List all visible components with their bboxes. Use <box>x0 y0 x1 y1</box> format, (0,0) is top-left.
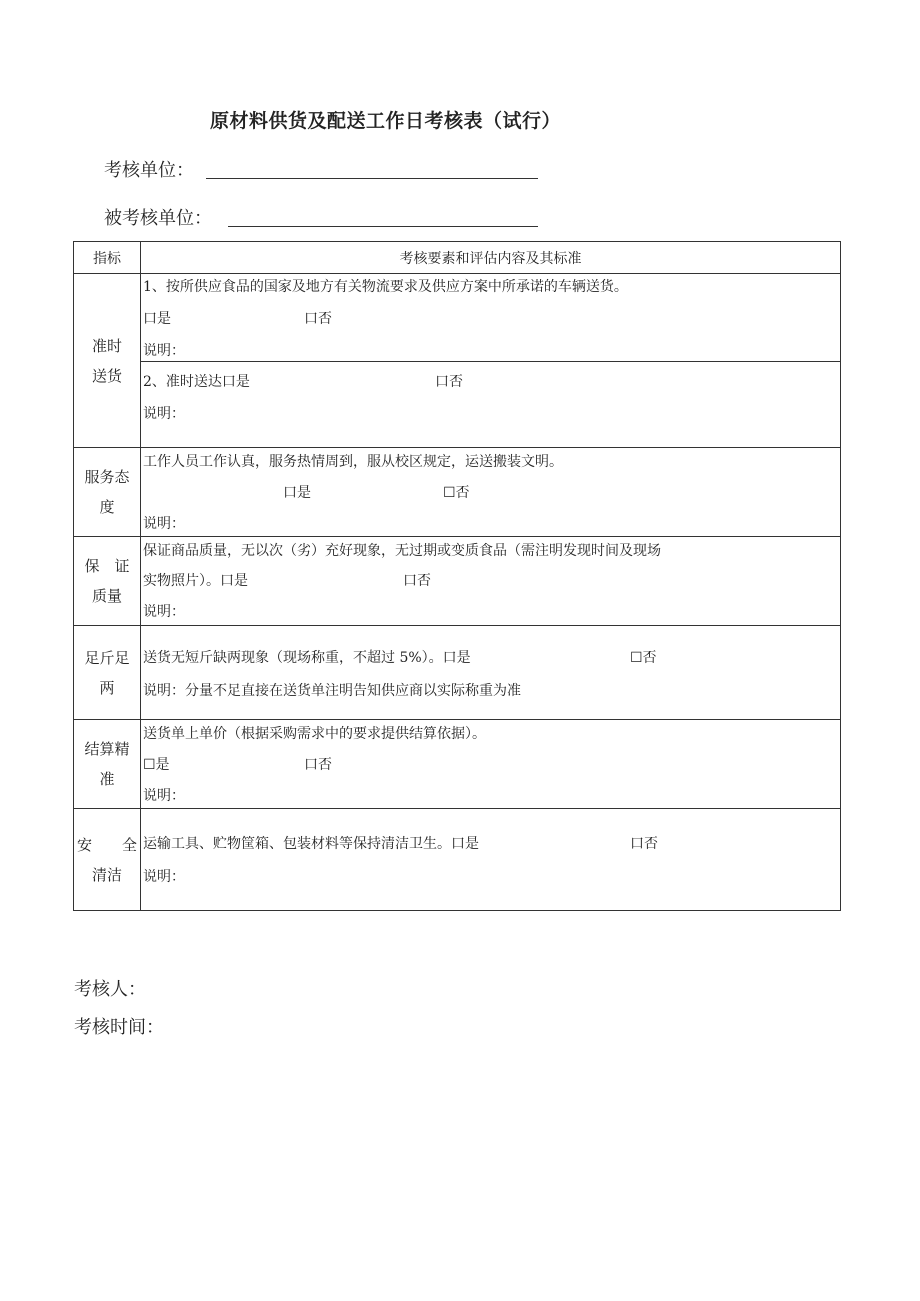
content-quality <box>141 537 841 626</box>
content-service <box>141 448 841 537</box>
indicator-service <box>74 448 141 537</box>
service-text: 工作人员工作认真，服务热情周到，服从校区规定，运送搬装文明。 <box>143 454 563 470</box>
quality-text-line2[interactable]: 实物照片）。口是 <box>143 573 248 589</box>
indicator-ontime <box>74 274 141 448</box>
indicator-settlement-line2: 准 <box>99 770 115 788</box>
indicator-weight-line2: 两 <box>99 678 115 697</box>
ontime-item2-text[interactable]: 2、准时送达口是 <box>143 374 250 390</box>
indicator-settlement-line1: 结算精 <box>84 740 130 758</box>
indicator-clean-line1: 安 全 <box>76 835 137 854</box>
page-title: 原材料供货及配送工作日考核表（试行） <box>210 110 562 132</box>
assessing-unit-field[interactable] <box>206 178 538 179</box>
ontime-item1-no[interactable]: 口否 <box>304 311 332 327</box>
quality-note: 说明： <box>143 604 185 620</box>
indicator-ontime-line2: 送货 <box>91 366 122 385</box>
assessor-label: 考核人： <box>74 979 146 1000</box>
ontime-item2-note: 说明： <box>143 406 185 422</box>
row-ontime-delivery <box>74 274 841 448</box>
clean-text[interactable]: 运输工具、贮物筐箱、包装材料等保持清洁卫生。口是 <box>143 836 479 852</box>
content-ontime <box>141 274 841 448</box>
assessment-table <box>73 241 841 911</box>
clean-note: 说明： <box>143 869 185 885</box>
quality-no[interactable]: 口否 <box>403 573 431 589</box>
indicator-service-line2: 度 <box>99 498 115 516</box>
indicator-quality-line1: 保 证 <box>84 557 130 575</box>
assessment-time-label: 考核时间： <box>74 1017 164 1038</box>
indicator-ontime-line1: 准时 <box>91 336 122 355</box>
header-content: 考核要素和评估内容及其标准 <box>141 242 841 274</box>
service-yes[interactable]: 口是 <box>283 485 311 501</box>
indicator-weight-line1: 足斤足 <box>84 648 130 667</box>
indicator-service-line1: 服务态 <box>84 468 130 486</box>
settlement-no[interactable]: 口否 <box>304 757 332 773</box>
indicator-clean <box>74 809 141 911</box>
row-accurate-settlement <box>74 720 841 809</box>
row-quality-assurance <box>74 537 841 626</box>
assessed-unit-label: 被考核单位： <box>104 208 212 229</box>
ontime-item2-no[interactable]: 口否 <box>435 374 463 390</box>
indicator-quality-line2: 质量 <box>91 587 122 605</box>
header-indicator: 指标 <box>74 242 141 274</box>
quality-text-line1: 保证商品质量，无以次（劣）充好现象，无过期或变质食品（需注明发现时间及现场 <box>143 543 661 559</box>
indicator-weight <box>74 626 141 720</box>
weight-note: 说明：分量不足直接在送货单注明告知供应商以实际称重为准 <box>143 683 521 699</box>
content-settlement <box>141 720 841 809</box>
weight-text[interactable]: 送货无短斤缺两现象（现场称重，不超过 5%）。口是 <box>143 650 471 666</box>
weight-no[interactable]: ☐否 <box>630 650 657 666</box>
service-note: 说明： <box>143 516 185 532</box>
indicator-clean-line2: 清洁 <box>91 865 122 884</box>
assessing-unit-label: 考核单位： <box>104 160 194 181</box>
row-safety-cleanliness <box>74 809 841 911</box>
settlement-yes[interactable]: ☐是 <box>143 757 170 773</box>
ontime-item1-yes[interactable]: 口是 <box>143 311 171 327</box>
row-service-attitude <box>74 448 841 537</box>
service-no[interactable]: ☐否 <box>443 485 470 501</box>
ontime-item1-text: 1、按所供应食品的国家及地方有关物流要求及供应方案中所承诺的车辆送货。 <box>143 279 628 295</box>
settlement-note: 说明： <box>143 788 185 804</box>
table-header-row <box>74 242 841 274</box>
content-weight <box>141 626 841 720</box>
ontime-divider <box>141 361 840 362</box>
ontime-item1-note: 说明： <box>143 343 185 359</box>
assessed-unit-field[interactable] <box>228 226 538 227</box>
content-clean <box>141 809 841 911</box>
indicator-quality <box>74 537 141 626</box>
clean-no[interactable]: 口否 <box>630 836 658 852</box>
row-full-weight <box>74 626 841 720</box>
settlement-text: 送货单上单价（根据采购需求中的要求提供结算依据）。 <box>143 726 486 742</box>
indicator-settlement <box>74 720 141 809</box>
